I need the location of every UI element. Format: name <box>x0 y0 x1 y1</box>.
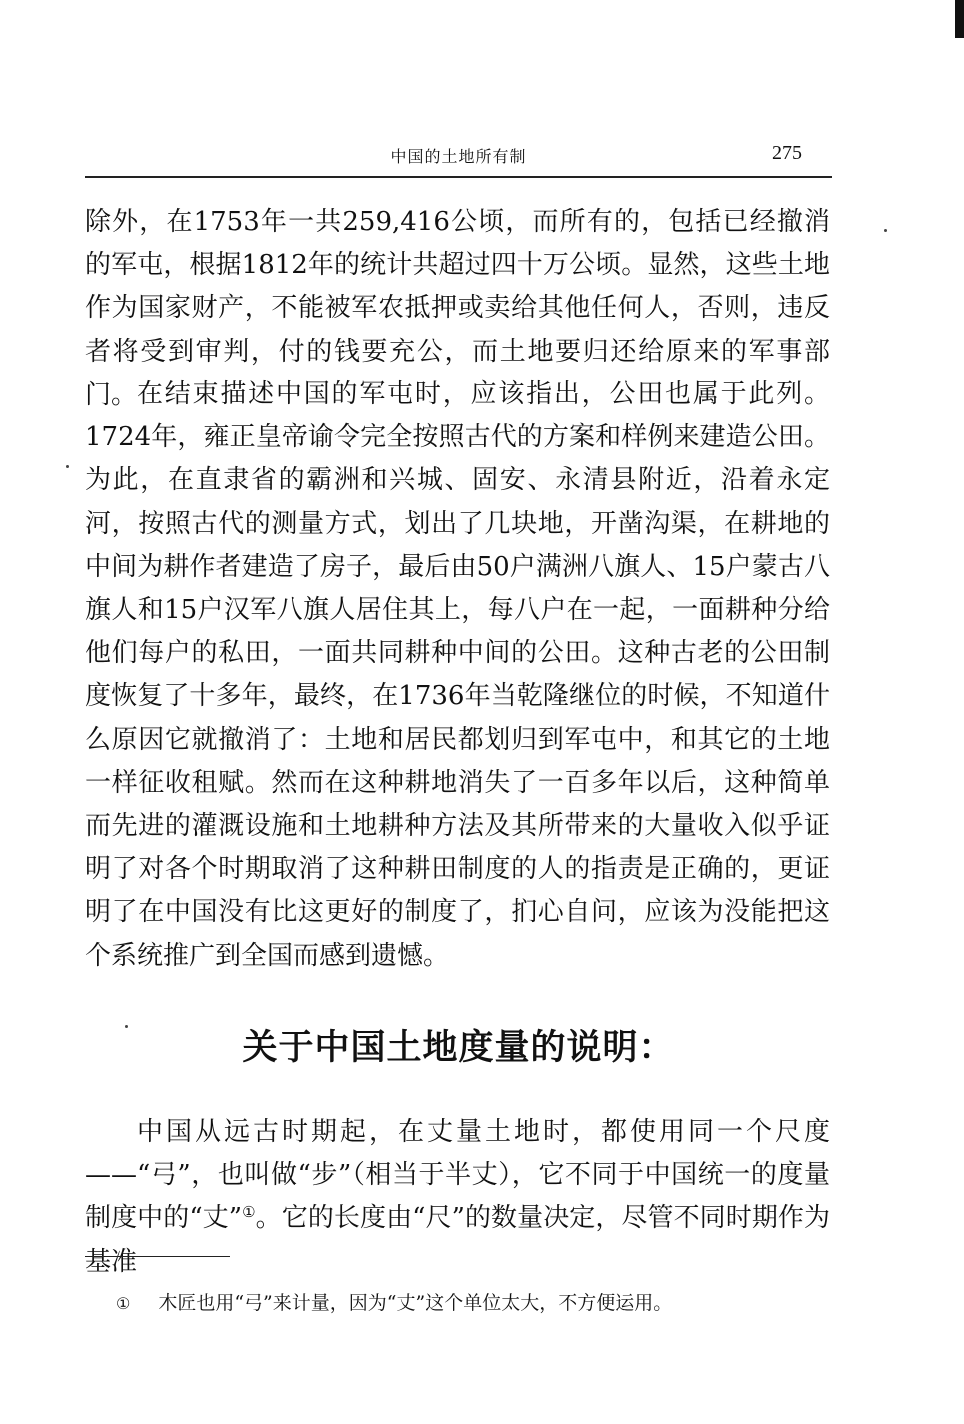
footnote-text: 木匠也用“弓”来计量，因为“丈”这个单位太大，不方便运用。 <box>158 1292 673 1314</box>
paragraph-text: 。它的长度由“尺”的数量决定，尽管不同时期作为基准 <box>85 1203 830 1277</box>
footnote-rule <box>85 1256 230 1257</box>
scan-edge-mark <box>955 0 964 38</box>
body-paragraph: 除外，在1753年一共259,416公顷，而所有的，包括已经撤消的军屯，根据1812年的统计共超过四十万公顷。显然，这些土地作为国家财产，不能被军农抵押或卖给其他任何人，否则，违反者将受到审判，付的钱要充公，而土地要归还给原来的军事部门。 <box>85 207 830 410</box>
footnote-reference[interactable]: ① <box>242 1203 256 1222</box>
scan-speck <box>884 229 887 232</box>
paragraph-text: 中国从远古时期起，在丈量土地时，都使用同一个尺度——“弓”，也叫做“步”（相当于半丈），它不同于中国统一的度量制度中的“丈” <box>85 1117 830 1234</box>
footnote-marker: ① <box>116 1294 131 1313</box>
page-number: 275 <box>772 142 802 164</box>
header-rule <box>85 176 832 178</box>
scan-speck <box>66 465 69 468</box>
running-title: 中国的土地所有制 <box>390 147 527 166</box>
running-header <box>85 140 832 174</box>
footnote <box>116 1288 672 1319</box>
section-heading: 关于中国土地度量的说明： <box>242 1027 675 1068</box>
body-paragraph <box>85 1111 830 1284</box>
body-paragraph: 在结束描述中国的军屯时，应该指出，公田也属于此列。1724年，雍正皇帝谕令完全按照古代的方案和样例来建造公田。为此，在直隶省的霸洲和兴城、固安、永清县附近，沿着永定河，按照古代的测量方式，划出了几块地，开凿沟渠，在耕地的中间为耕作者建造了房子，最后由50户满洲八旗人、15户蒙古八旗人和15户汉军八旗人居住其上，每八户在一起，一面耕种分给他们每户的私田，一面共同耕种中间的公田。这种古老的公田制度恢复了十多年，最终，在1736年当乾隆继位的时候，不知道什么原因它就撤消了：土地和居民都划归到军屯中，和其它的土地一样征收租赋。然而在这种耕地消失了一百多年以后，这种简单而先进的灌溉设施和土地耕种方法及其所带来的大量收入似乎证明了对各个时期取消了这种耕田制度的人的指责是正确的，更证明了在中国没有比这更好的制度了，扪心自问，应该为没能把这个系统推广到全国而感到遗憾。 <box>85 379 830 971</box>
